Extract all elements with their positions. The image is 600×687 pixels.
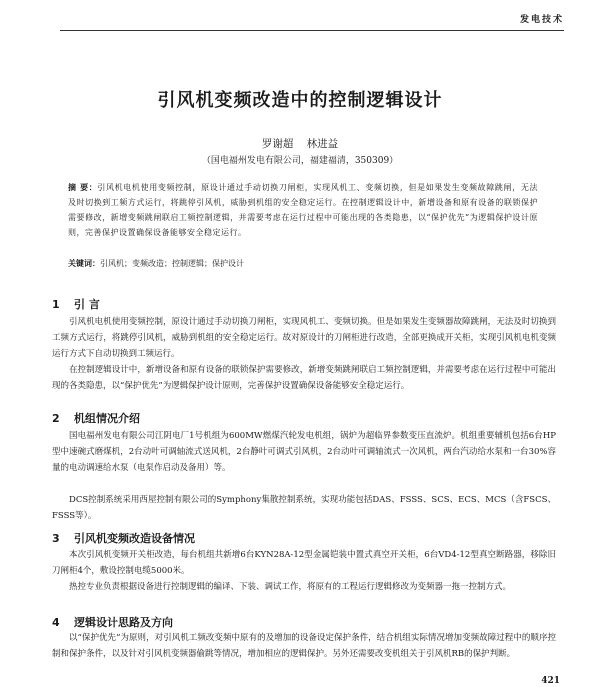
journal-section-tag: 发电技术: [519, 15, 564, 25]
abstract-label: 摘 要：: [68, 183, 98, 192]
section-number: 4: [52, 616, 60, 629]
section-1-paragraph-2: 在控制逻辑设计中，新增设备和原有设备的联锁保护需要修改，新增变频跳闸联启工频控制逻辑，并需要考虑在运行过程中可能出现的各类隐患，以“保护优先”为逻辑保护设计原则，完善保护设置确保设备能够安全稳定运行。: [52, 365, 556, 391]
section-3-paragraph-1: 本次引风机变频开关柜改造，每台机组共新增6台KYN28A-12型金属铠装中置式真空开关柜，6台VD4-12型真空断路器，移除旧刀闸柜4个，敷设控制电缆5000米。: [52, 550, 556, 576]
section-number: 2: [52, 412, 60, 425]
section-1-paragraph-1: 引风机电机使用变频控制，原设计通过手动切换刀闸柜，实现风机工、变频切换。但是如果发生变频器故障跳闸，无法及时切换到工频方式运行，将跳停引风机，威胁到机组的安全稳定运行。故对原设计的刀闸柜进行改造，全部更换成开关柜，实现引风机电机变频运行方式下自动切换到工频运行。: [52, 317, 556, 359]
section-4-paragraph-1: 以“保护优先”为原则，对引风机工频改变频中原有的及增加的设备设定保护条件，结合机组实际情况增加变频故障过程中的顺序控制和保护条件，以及针对引风机变频器偷跳等情况，增加相应的逻辑保护。另外还需要改变机组关于引风机RB的保护判断。: [52, 633, 556, 659]
affiliation: （国电福州发电有限公司，福建福清，350309）: [201, 156, 399, 166]
authors: 罗谢超 林进益: [261, 138, 339, 150]
paper-title: 引风机变频改造中的控制逻辑设计: [157, 90, 443, 111]
section-2-paragraph-1: 国电福州发电有限公司江阴电厂1号机组为600MW燃煤汽轮发电机组，锅炉为超临界参数变压直流炉。机组重要辅机包括6台HP型中速碗式磨煤机，2台动叶可调轴流式送风机，2台静叶可调式引风机，2台动叶可调轴流式一次风机，两台汽动给水泵和一台30%容量的电动调速给水泵（电泵作启动及备用）等。: [52, 431, 556, 473]
section-heading-2: [52, 410, 140, 426]
section-number: 1: [52, 298, 60, 311]
section-heading-1: [52, 296, 100, 312]
keywords: [68, 257, 538, 271]
section-3-paragraph-2: 热控专业负责根据设备进行控制逻辑的编译、下装、调试工作，将原有的工程运行逻辑修改为变频器一拖一控制方式。: [69, 582, 512, 592]
section-heading-4: [52, 614, 173, 630]
abstract-text: 引风机电机使用变频控制，原设计通过手动切换刀闸柜，实现风机工、变频切换，但是如果发生变频故障跳闸，无法及时切换到工频方式运行，将跳停引风机，威胁到机组的安全稳定运行。在控制逻辑设计中，新增设备和原有设备的联锁保护需要修改，新增变频跳闸联启工频控制逻辑，并需要考虑在运行过程中可能出现的各类隐患，以“保护优先”为逻辑保护设计原则，完善保护设置确保设备能够安全稳定运行。: [68, 183, 538, 237]
section-2-paragraph-2: DCS控制系统采用西屋控制有限公司的Symphony集散控制系统，实现功能包括DAS、FSSS、SCS、ECS、MCS（含FSCS、FSSS等）。: [52, 495, 556, 521]
section-heading-3: [52, 530, 195, 546]
keywords-text: 引风机；变频改造；控制逻辑；保护设计: [100, 259, 244, 268]
section-title: 引风机变频改造设备情况: [74, 532, 195, 545]
section-title: 逻辑设计思路及方向: [74, 616, 173, 629]
header-rule: [60, 30, 564, 31]
section-title: 引 言: [74, 298, 100, 311]
keywords-label: 关键词：: [68, 259, 100, 268]
page-number: 421: [541, 676, 560, 686]
abstract: [68, 180, 538, 240]
section-title: 机组情况介绍: [74, 412, 140, 425]
section-number: 3: [52, 532, 60, 545]
